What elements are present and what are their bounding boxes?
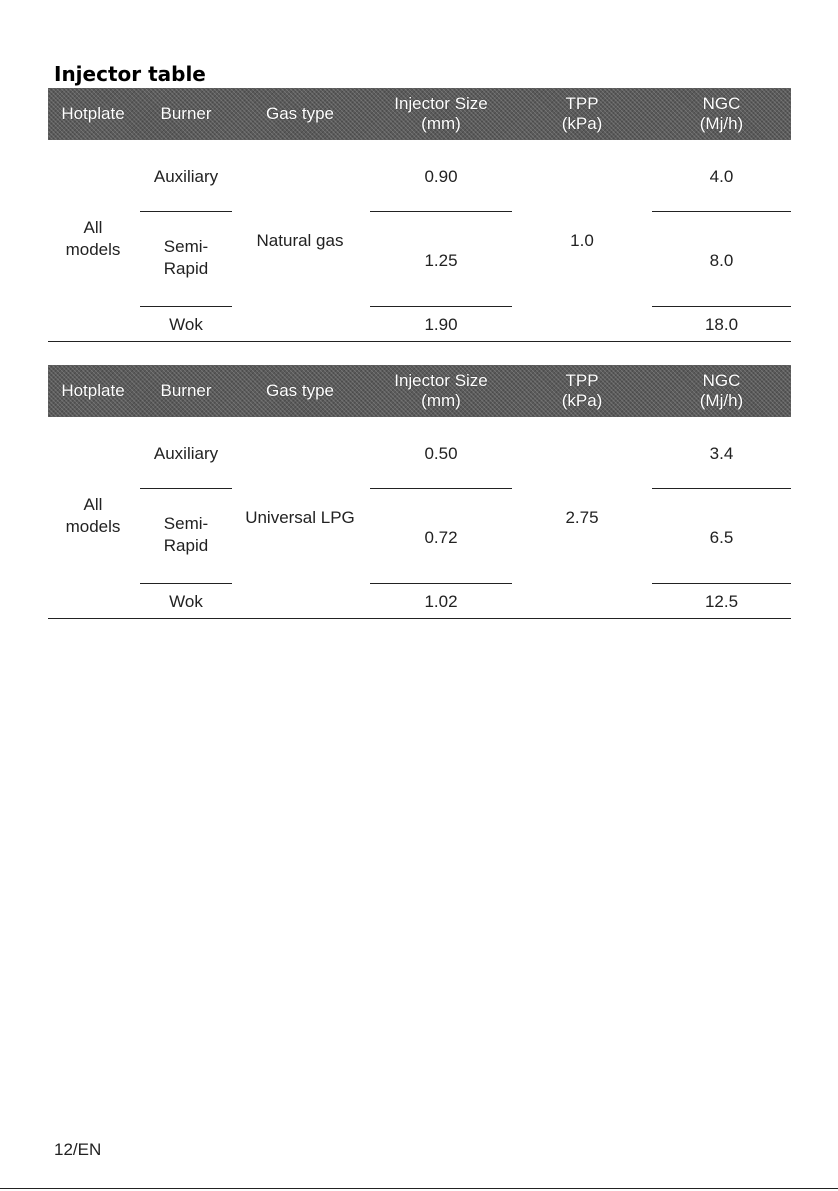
header-injector-size: Injector Size (mm) bbox=[394, 94, 488, 133]
burner-cell: Auxiliary bbox=[153, 167, 219, 186]
ngc-cell: 6.5 bbox=[709, 528, 734, 547]
row-divider bbox=[370, 488, 512, 489]
header-gas-type: Gas type bbox=[265, 104, 335, 123]
injector-cell: 1.02 bbox=[424, 592, 458, 611]
ngc-cell: 4.0 bbox=[709, 167, 734, 186]
hotplate-cell: All models bbox=[65, 218, 121, 259]
header-burner: Burner bbox=[160, 104, 212, 123]
row-divider bbox=[652, 211, 791, 212]
row-divider bbox=[370, 306, 512, 307]
ngc-cell: 18.0 bbox=[704, 315, 739, 334]
page-number: 12/EN bbox=[54, 1140, 102, 1159]
ngc-cell: 8.0 bbox=[709, 251, 734, 270]
hotplate-cell: All models bbox=[65, 495, 121, 536]
injector-cell: 1.25 bbox=[424, 251, 458, 270]
burner-cell: Wok bbox=[169, 592, 203, 611]
row-divider bbox=[140, 488, 232, 489]
gas-type-cell: Universal LPG bbox=[245, 508, 355, 527]
table-header bbox=[48, 365, 791, 417]
row-divider bbox=[140, 211, 232, 212]
burner-cell: Auxiliary bbox=[153, 444, 219, 463]
injector-cell: 0.50 bbox=[424, 444, 458, 463]
injector-table-lpg bbox=[48, 365, 791, 619]
header-burner: Burner bbox=[160, 381, 212, 400]
header-injector-size: Injector Size (mm) bbox=[394, 371, 488, 410]
table-body bbox=[48, 417, 791, 619]
row-divider bbox=[652, 583, 791, 584]
row-divider bbox=[140, 583, 232, 584]
table-body bbox=[48, 140, 791, 342]
header-tpp: TPP (kPa) bbox=[561, 371, 603, 410]
burner-cell: Semi- Rapid bbox=[163, 514, 209, 555]
page-bottom-rule bbox=[0, 1188, 838, 1189]
header-hotplate: Hotplate bbox=[61, 104, 125, 123]
row-divider bbox=[652, 306, 791, 307]
injector-cell: 1.90 bbox=[424, 315, 458, 334]
ngc-cell: 12.5 bbox=[704, 592, 739, 611]
page-title: Injector table bbox=[54, 62, 206, 86]
row-divider bbox=[140, 306, 232, 307]
header-tpp: TPP (kPa) bbox=[561, 94, 603, 133]
tpp-cell: 1.0 bbox=[570, 231, 594, 250]
injector-cell: 0.72 bbox=[424, 528, 458, 547]
burner-cell: Wok bbox=[169, 315, 203, 334]
injector-table-natural-gas bbox=[48, 88, 791, 342]
header-ngc: NGC (Mj/h) bbox=[699, 371, 744, 410]
row-divider bbox=[652, 488, 791, 489]
tpp-cell: 2.75 bbox=[565, 508, 599, 527]
header-gas-type: Gas type bbox=[265, 381, 335, 400]
table-header bbox=[48, 88, 791, 140]
row-divider bbox=[370, 583, 512, 584]
gas-type-cell: Natural gas bbox=[256, 231, 344, 250]
ngc-cell: 3.4 bbox=[709, 444, 734, 463]
row-divider bbox=[370, 211, 512, 212]
header-ngc: NGC (Mj/h) bbox=[699, 94, 744, 133]
injector-cell: 0.90 bbox=[424, 167, 458, 186]
burner-cell: Semi- Rapid bbox=[163, 237, 209, 278]
header-hotplate: Hotplate bbox=[61, 381, 125, 400]
